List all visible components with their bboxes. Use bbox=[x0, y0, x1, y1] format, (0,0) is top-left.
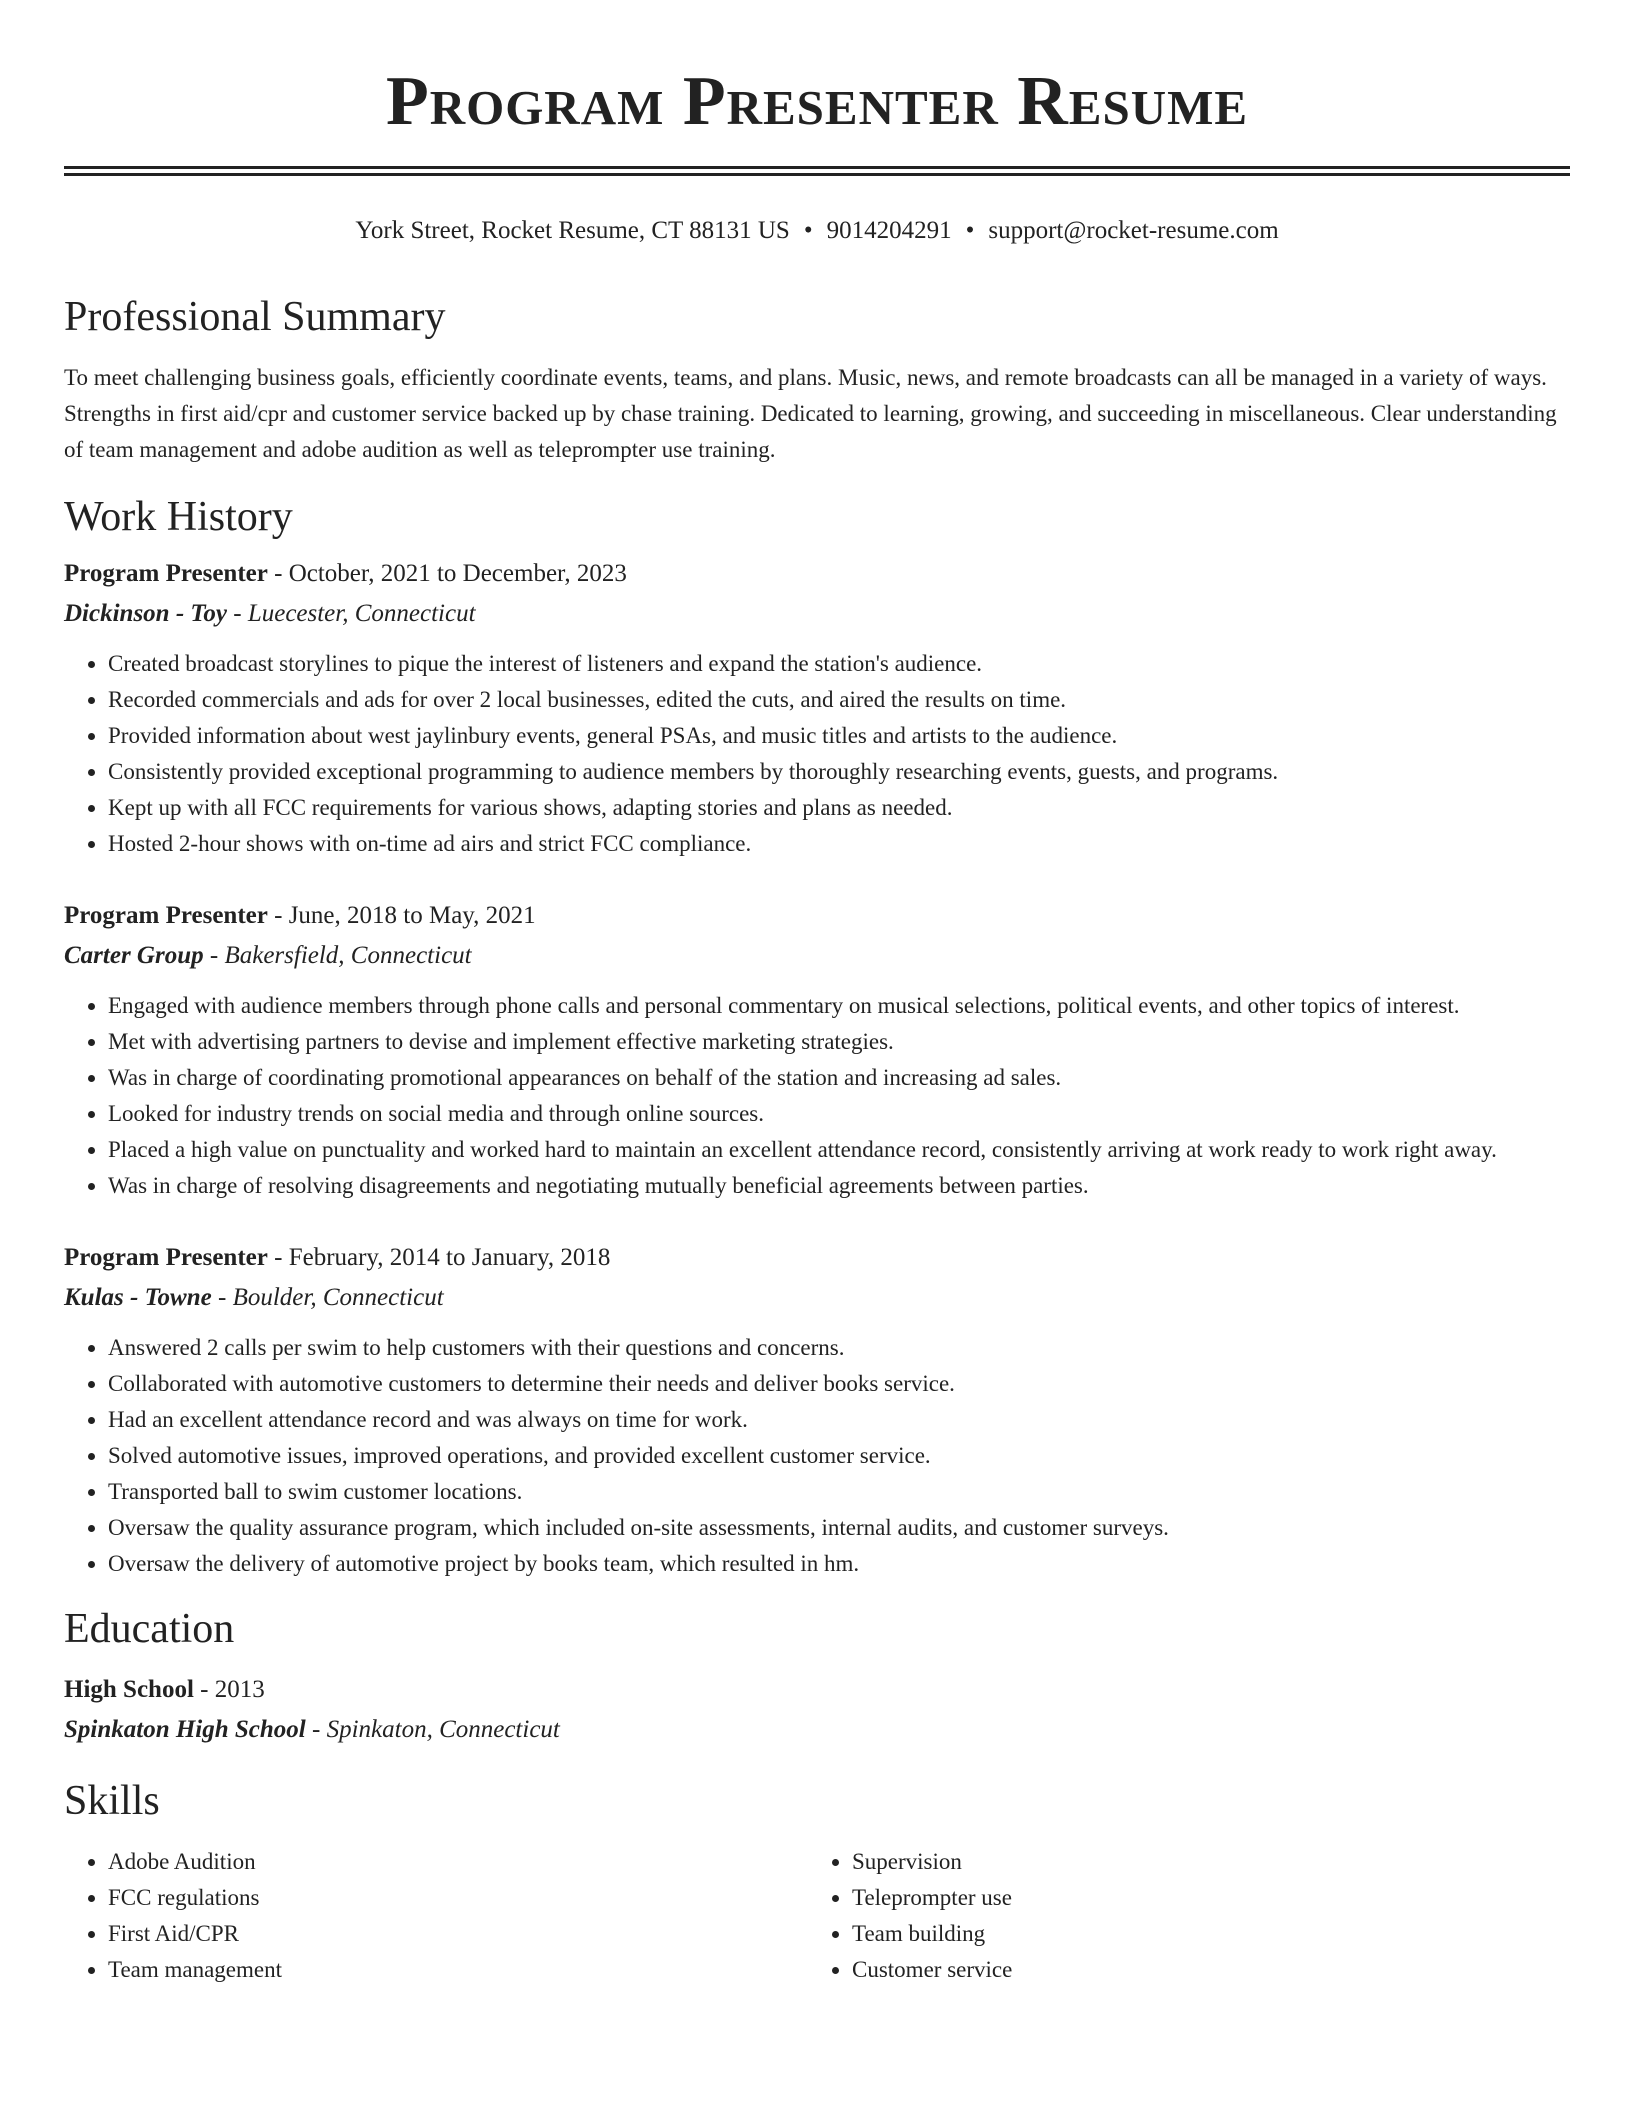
list-item: • Was in charge of coordinating promotional appearances on behalf of the station and increasing ad sales. bbox=[108, 1060, 1570, 1096]
list-item: • Provided information about west jaylinbury events, general PSAs, and music titles and artists to the audience. bbox=[108, 718, 1570, 754]
skill-item: • Team management bbox=[108, 1952, 808, 1988]
job-company-line bbox=[64, 594, 1570, 634]
job-location: Bakersfield, Connecticut bbox=[224, 942, 472, 969]
skills-list-left bbox=[64, 1844, 808, 1988]
summary-text: To meet challenging business goals, efficiently coordinate events, teams, and plans. Music, news, and remote broadcasts can all be managed in a variety of ways. Strengths in first aid/cpr and customer service backed up by chase training. Dedicated to learning, growing, and succeeding in miscellaneous. Clear understanding of team management and adobe audition as well as teleprompter use training. bbox=[64, 365, 1557, 462]
job-bullets bbox=[64, 646, 1570, 862]
resume-title: Program Presenter Resume bbox=[385, 63, 1249, 140]
dash: - bbox=[305, 1716, 327, 1743]
job-title-line bbox=[64, 1238, 1570, 1278]
job-title-line bbox=[64, 896, 1570, 936]
job-company: Carter Group bbox=[64, 942, 204, 969]
job-bullets bbox=[64, 988, 1570, 1204]
job-entry bbox=[64, 554, 1570, 862]
education-degree-line bbox=[64, 1670, 1570, 1710]
list-item: • Recorded commercials and ads for over 2 local businesses, edited the cuts, and aired the results on time. bbox=[108, 682, 1570, 718]
contact-separator: • bbox=[965, 217, 975, 244]
list-item: • Answered 2 calls per swim to help customers with their questions and concerns. bbox=[108, 1330, 1570, 1366]
contact-email: support@rocket-resume.com bbox=[988, 217, 1279, 244]
education-school-line bbox=[64, 1710, 1570, 1750]
job-entry bbox=[64, 896, 1570, 1204]
list-item: • Engaged with audience members through phone calls and personal commentary on musical selections, political events, and other topics of interest. bbox=[108, 988, 1570, 1024]
list-item: • Oversaw the delivery of automotive project by books team, which resulted in hm. bbox=[108, 1546, 1570, 1582]
list-item: • Consistently provided exceptional programming to audience members by thoroughly researching events, guests, and programs. bbox=[108, 754, 1570, 790]
list-item: • Oversaw the quality assurance program, which included on-site assessments, internal audits, and customer surveys. bbox=[108, 1510, 1570, 1546]
skill-item: • Adobe Audition bbox=[108, 1844, 808, 1880]
skills-columns bbox=[64, 1844, 1570, 1988]
list-item: • Looked for industry trends on social media and through online sources. bbox=[108, 1096, 1570, 1132]
skill-item: • Teleprompter use bbox=[852, 1880, 1552, 1916]
summary-heading: Professional Summary bbox=[64, 294, 446, 340]
contact-separator: • bbox=[803, 217, 813, 244]
dash: - bbox=[267, 1244, 289, 1271]
list-item: • Solved automotive issues, improved operations, and provided excellent customer service. bbox=[108, 1438, 1570, 1474]
list-item: • Transported ball to swim customer locations. bbox=[108, 1474, 1570, 1510]
contact-line bbox=[64, 214, 1570, 248]
job-title-line bbox=[64, 554, 1570, 594]
job-dates: June, 2018 to May, 2021 bbox=[288, 902, 536, 929]
job-title: Program Presenter bbox=[64, 1244, 268, 1271]
skill-item: • Supervision bbox=[852, 1844, 1552, 1880]
work-history-heading: Work History bbox=[64, 494, 293, 540]
skills-heading: Skills bbox=[64, 1778, 160, 1824]
skill-item: • Customer service bbox=[852, 1952, 1552, 1988]
job-company-line bbox=[64, 1278, 1570, 1318]
job-dates: February, 2014 to January, 2018 bbox=[288, 1244, 611, 1271]
education-school: Spinkaton High School bbox=[64, 1716, 306, 1743]
list-item: • Collaborated with automotive customers to determine their needs and deliver books service. bbox=[108, 1366, 1570, 1402]
skills-list-right bbox=[808, 1844, 1552, 1988]
job-location: Luecester, Connecticut bbox=[247, 600, 476, 627]
list-item: • Was in charge of resolving disagreements and negotiating mutually beneficial agreements between parties. bbox=[108, 1168, 1570, 1204]
dash: - bbox=[211, 1284, 233, 1311]
job-company: Dickinson - Toy bbox=[64, 600, 227, 627]
education-year: 2013 bbox=[214, 1676, 265, 1703]
job-title: Program Presenter bbox=[64, 560, 268, 587]
title-double-rule bbox=[64, 166, 1570, 176]
dash: - bbox=[193, 1676, 215, 1703]
list-item: • Hosted 2-hour shows with on-time ad airs and strict FCC compliance. bbox=[108, 826, 1570, 862]
skill-item: • FCC regulations bbox=[108, 1880, 808, 1916]
job-dates: October, 2021 to December, 2023 bbox=[288, 560, 627, 587]
dash: - bbox=[267, 560, 289, 587]
list-item: • Created broadcast storylines to pique the interest of listeners and expand the station's audience. bbox=[108, 646, 1570, 682]
skill-item: • First Aid/CPR bbox=[108, 1916, 808, 1952]
job-bullets bbox=[64, 1330, 1570, 1582]
contact-address: York Street, Rocket Resume, CT 88131 US bbox=[355, 217, 790, 244]
resume-page bbox=[64, 0, 1570, 1988]
dash: - bbox=[226, 600, 248, 627]
job-company: Kulas - Towne bbox=[64, 1284, 212, 1311]
job-location: Boulder, Connecticut bbox=[232, 1284, 444, 1311]
list-item: • Had an excellent attendance record and was always on time for work. bbox=[108, 1402, 1570, 1438]
education-heading: Education bbox=[64, 1606, 235, 1652]
list-item: • Placed a high value on punctuality and worked hard to maintain an excellent attendance record, consistently arriving at work ready to work right away. bbox=[108, 1132, 1570, 1168]
dash: - bbox=[267, 902, 289, 929]
dash: - bbox=[203, 942, 225, 969]
education-entry bbox=[64, 1670, 1570, 1750]
list-item: • Met with advertising partners to devise and implement effective marketing strategies. bbox=[108, 1024, 1570, 1060]
skill-item: • Team building bbox=[852, 1916, 1552, 1952]
contact-phone: 9014204291 bbox=[826, 217, 952, 244]
education-location: Spinkaton, Connecticut bbox=[326, 1716, 560, 1743]
job-title: Program Presenter bbox=[64, 902, 268, 929]
education-degree: High School bbox=[64, 1676, 194, 1703]
job-entry bbox=[64, 1238, 1570, 1582]
job-company-line bbox=[64, 936, 1570, 976]
list-item: • Kept up with all FCC requirements for various shows, adapting stories and plans as needed. bbox=[108, 790, 1570, 826]
